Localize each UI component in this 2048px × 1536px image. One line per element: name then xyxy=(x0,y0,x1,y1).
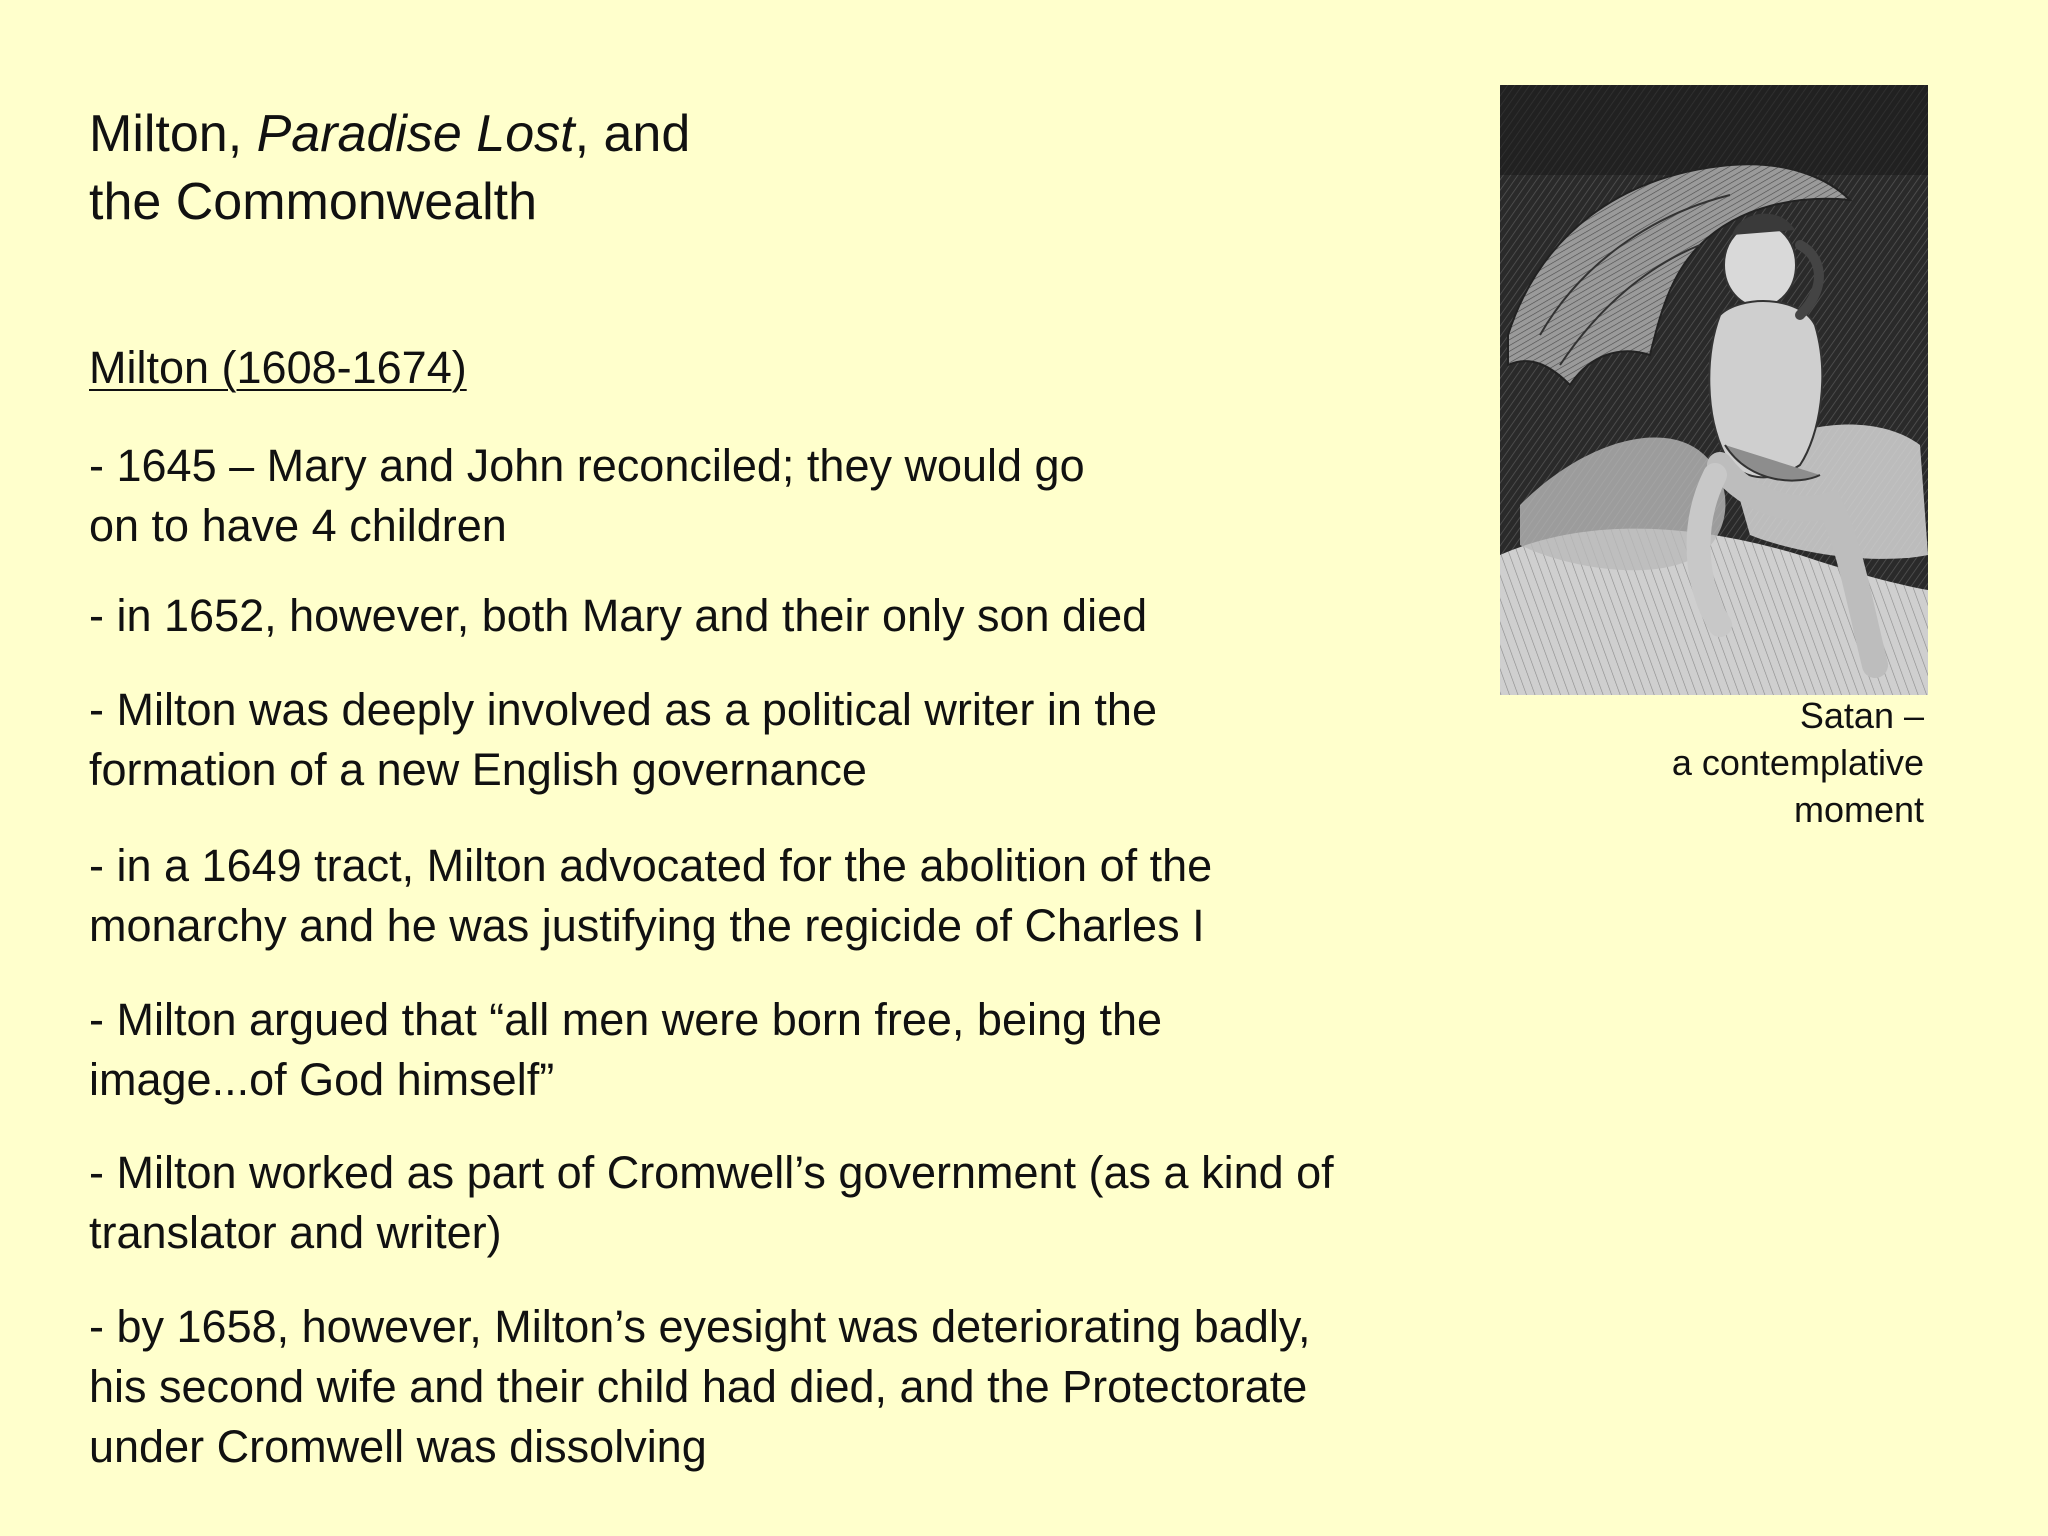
bullet-item-5 xyxy=(89,990,1529,1110)
bullet-line: - Milton argued that “all men were born free, being the xyxy=(89,994,1163,1045)
caption-line-3: moment xyxy=(1793,789,1924,830)
bullet-line: under Cromwell was dissolving xyxy=(89,1421,707,1472)
bullet-line: - in a 1649 tract, Milton advocated for the abolition of the xyxy=(89,840,1213,891)
bullet-item-2 xyxy=(89,586,1529,646)
image-caption xyxy=(1524,692,1924,833)
bullet-line: monarchy and he was justifying the regicide of Charles I xyxy=(89,900,1205,951)
caption-line-1: Satan – xyxy=(1799,695,1924,736)
bullet-line: - Milton was deeply involved as a political writer in the xyxy=(89,684,1157,735)
bullet-line: on to have 4 children xyxy=(89,500,507,551)
title-suffix: , and xyxy=(574,105,691,163)
bullet-item-1 xyxy=(89,436,1529,556)
slide-title xyxy=(89,100,1389,236)
bullet-item-6 xyxy=(89,1143,1529,1263)
bullet-line: - in 1652, however, both Mary and their only son died xyxy=(89,590,1148,641)
bullet-item-3 xyxy=(89,680,1529,800)
bullet-line: - 1645 – Mary and John reconciled; they would go xyxy=(89,440,1085,491)
bullet-line: image...of God himself” xyxy=(89,1054,555,1105)
section-subheading: Milton (1608-1674) xyxy=(89,342,467,393)
bullet-line: - by 1658, however, Milton’s eyesight was deteriorating badly, xyxy=(89,1301,1311,1352)
title-italic-work: Paradise Lost xyxy=(256,105,575,163)
bullet-line: his second wife and their child had died, and the Protectorate xyxy=(89,1361,1308,1412)
bullet-item-7 xyxy=(89,1297,1529,1477)
title-line-2: the Commonwealth xyxy=(89,173,537,231)
bullet-line: formation of a new English governance xyxy=(89,744,867,795)
satan-engraving-image xyxy=(1500,85,1928,695)
engraving-illustration xyxy=(1500,85,1928,695)
caption-line-2: a contemplative xyxy=(1671,742,1924,783)
bullet-line: - Milton worked as part of Cromwell’s government (as a kind of xyxy=(89,1147,1334,1198)
title-prefix: Milton, xyxy=(89,105,257,163)
bullet-line: translator and writer) xyxy=(89,1207,502,1258)
bullet-item-4 xyxy=(89,836,1529,956)
